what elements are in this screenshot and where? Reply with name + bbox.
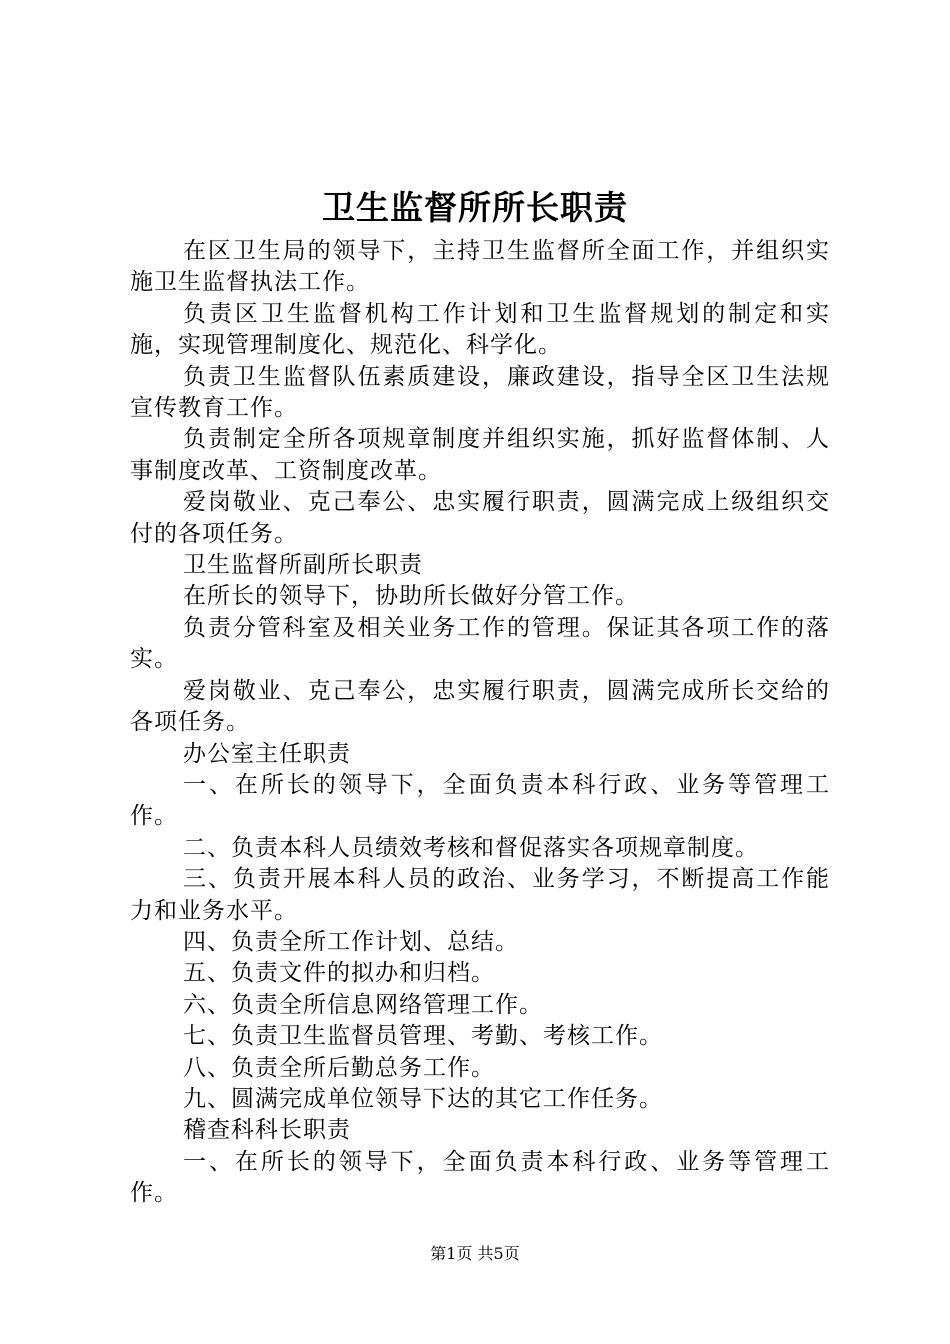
list-item: 七、负责卫生监督员管理、考勤、考核工作。	[183, 1023, 663, 1050]
section-heading: 稽查科科长职责	[183, 1117, 351, 1144]
paragraph: 负责分管科室及相关业务工作的管理。保证其各项工作的落实。	[130, 614, 830, 673]
document-title: 卫生监督所所长职责	[322, 188, 628, 227]
document-body	[130, 236, 830, 1210]
paragraph: 负责卫生监督队伍素质建设，廉政建设，指导全区卫生法规宣传教育工作。	[130, 363, 830, 422]
list-item: 四、负责全所工作计划、总结。	[183, 928, 519, 955]
paragraph: 爱岗敬业、克己奉公，忠实履行职责，圆满完成所长交给的各项任务。	[130, 677, 830, 736]
paragraph: 负责区卫生监督机构工作计划和卫生监督规划的制定和实施，实现管理制度化、规范化、科学化。	[130, 300, 830, 359]
list-item: 六、负责全所信息网络管理工作。	[183, 991, 543, 1018]
list-item: 三、负责开展本科人员的政治、业务学习，不断提高工作能力和业务水平。	[130, 866, 830, 924]
page-footer: 第1页 共5页	[430, 1244, 520, 1263]
list-item: 八、负责全所后勤总务工作。	[183, 1054, 495, 1081]
list-item: 一、在所长的领导下，全面负责本科行政、业务等管理工作。	[130, 1148, 830, 1207]
paragraph: 负责制定全所各项规章制度并组织实施，抓好监督体制、人事制度改革、工资制度改革。	[130, 426, 830, 484]
list-item: 九、圆满完成单位领导下达的其它工作任务。	[183, 1085, 663, 1112]
section-heading: 办公室主任职责	[183, 740, 351, 767]
list-item: 一、在所长的领导下，全面负责本科行政、业务等管理工作。	[130, 771, 830, 830]
paragraph: 在所长的领导下，协助所长做好分管工作。	[183, 583, 639, 610]
paragraph: 爱岗敬业、克己奉公、忠实履行职责，圆满完成上级组织交付的各项任务。	[130, 489, 830, 547]
list-item: 二、负责本科人员绩效考核和督促落实各项规章制度。	[183, 834, 759, 861]
list-item: 五、负责文件的拟办和归档。	[183, 960, 495, 987]
paragraph: 在区卫生局的领导下，主持卫生监督所全面工作，并组织实施卫生监督执法工作。	[130, 238, 830, 296]
section-heading: 卫生监督所副所长职责	[183, 552, 423, 579]
